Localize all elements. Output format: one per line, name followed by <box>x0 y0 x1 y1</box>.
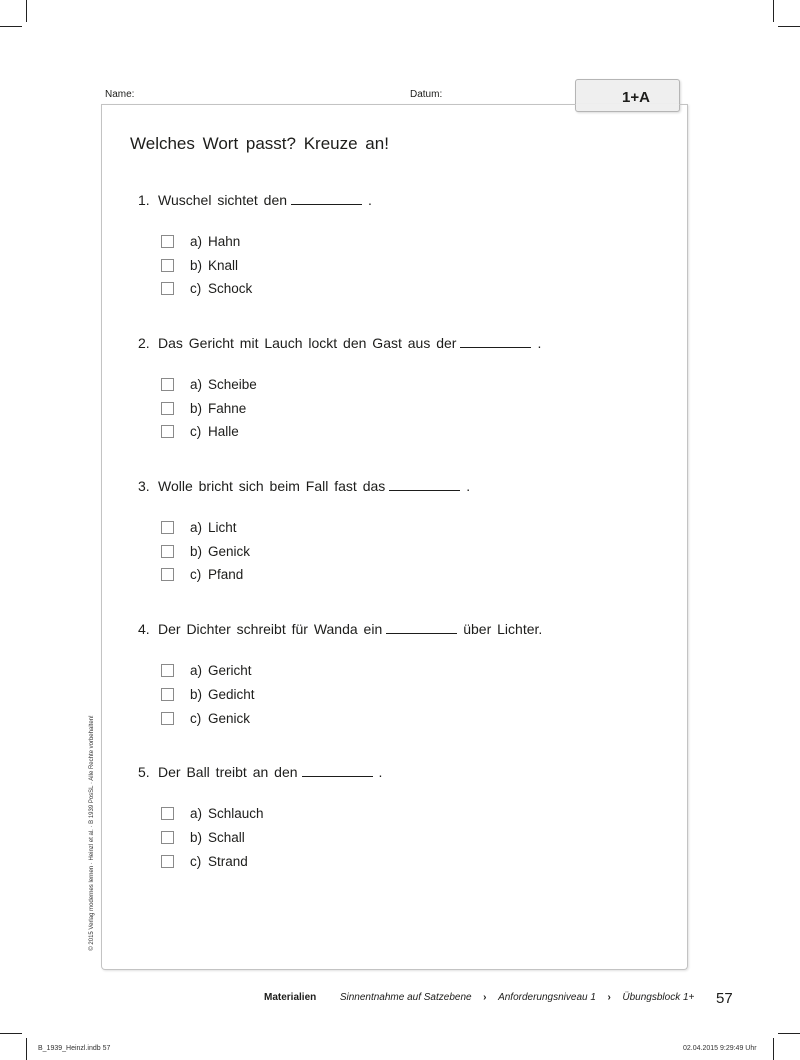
sentence-end: . <box>368 192 372 208</box>
sentence-start: Das Gericht mit Lauch lockt den Gast aus der <box>158 335 457 351</box>
footer-breadcrumb <box>264 992 694 1003</box>
checkbox[interactable] <box>161 855 174 868</box>
question-number: 4. <box>138 621 150 637</box>
task-heading: Welches Wort passt? Kreuze an! <box>130 134 389 153</box>
checkbox[interactable] <box>161 235 174 248</box>
question-text <box>158 478 470 494</box>
option-row <box>0 258 800 276</box>
option-word: Schlauch <box>208 806 264 821</box>
option-letter: c) <box>190 567 202 582</box>
sentence-start: Der Ball treibt an den <box>158 764 298 780</box>
checkbox[interactable] <box>161 664 174 677</box>
checkbox[interactable] <box>161 521 174 534</box>
option-word: Fahne <box>208 401 247 416</box>
option-letter: b) <box>190 830 203 845</box>
question-number: 2. <box>138 335 150 351</box>
page-number: 57 <box>716 990 733 1007</box>
option-letter: b) <box>190 258 203 273</box>
crop-mark <box>0 1033 22 1034</box>
option-word: Halle <box>208 424 239 439</box>
checkbox[interactable] <box>161 259 174 272</box>
option-row <box>0 830 800 848</box>
question-text <box>158 764 382 780</box>
option-row <box>0 567 800 585</box>
footer-materialien: Materialien <box>264 992 317 1003</box>
answer-blank <box>291 192 362 205</box>
option-letter: c) <box>190 854 202 869</box>
option-row <box>0 663 800 681</box>
date-label: Datum: <box>410 89 443 100</box>
checkbox[interactable] <box>161 568 174 581</box>
checkbox[interactable] <box>161 545 174 558</box>
option-row <box>0 424 800 442</box>
slug-filename: B_1939_Heinzl.indb 57 <box>38 1045 111 1052</box>
checkbox[interactable] <box>161 282 174 295</box>
option-word: Licht <box>208 520 237 535</box>
checkbox[interactable] <box>161 831 174 844</box>
option-word: Gedicht <box>208 687 255 702</box>
crop-mark <box>773 1038 774 1060</box>
sentence-end: . <box>537 335 542 351</box>
slug-timestamp: 02.04.2015 9:29:49 Uhr <box>683 1045 757 1052</box>
option-letter: a) <box>190 520 203 535</box>
option-word: Gericht <box>208 663 252 678</box>
question-text <box>158 621 542 637</box>
option-row <box>0 806 800 824</box>
name-label: Name: <box>105 89 135 100</box>
sentence-start: Wolle bricht sich beim Fall fast das <box>158 478 386 494</box>
question-2 <box>0 335 800 355</box>
option-word: Scheibe <box>208 377 257 392</box>
option-letter: a) <box>190 806 203 821</box>
checkbox[interactable] <box>161 378 174 391</box>
checkbox[interactable] <box>161 402 174 415</box>
option-letter: c) <box>190 711 202 726</box>
option-word: Hahn <box>208 234 241 249</box>
checkbox[interactable] <box>161 688 174 701</box>
sentence-start: Der Dichter schreibt für Wanda ein <box>158 621 383 637</box>
option-letter: a) <box>190 663 203 678</box>
checkbox[interactable] <box>161 425 174 438</box>
question-number: 3. <box>138 478 150 494</box>
option-letter: a) <box>190 234 203 249</box>
crop-mark <box>778 26 800 27</box>
option-row <box>0 544 800 562</box>
crop-mark <box>778 1033 800 1034</box>
option-word: Schall <box>208 830 245 845</box>
option-letter: b) <box>190 544 203 559</box>
option-row <box>0 281 800 299</box>
option-row <box>0 401 800 419</box>
footer-crumb-3: Übungsblock 1+ <box>622 992 695 1003</box>
option-letter: c) <box>190 424 202 439</box>
option-row <box>0 687 800 705</box>
option-row <box>0 854 800 872</box>
option-letter: c) <box>190 281 202 296</box>
option-word: Knall <box>208 258 239 273</box>
question-3 <box>0 478 800 498</box>
question-5 <box>0 764 800 784</box>
option-letter: b) <box>190 401 203 416</box>
question-text <box>158 192 372 208</box>
crop-mark <box>26 1038 27 1060</box>
option-row <box>0 520 800 538</box>
answer-blank <box>389 478 460 491</box>
crop-mark <box>26 0 27 22</box>
checkbox[interactable] <box>161 712 174 725</box>
level-tab-label: 1+A <box>622 89 650 106</box>
footer-crumb-1: Sinnentnahme auf Satzebene <box>339 992 472 1003</box>
option-word: Genick <box>208 544 251 559</box>
answer-blank <box>460 335 531 348</box>
answer-blank <box>302 764 373 777</box>
option-word: Schock <box>208 281 253 296</box>
answer-blank <box>386 621 457 634</box>
option-row <box>0 234 800 252</box>
sentence-start: Wuschel sichtet den <box>158 192 288 208</box>
option-row <box>0 377 800 395</box>
option-word: Strand <box>208 854 248 869</box>
option-word: Genick <box>208 711 251 726</box>
question-number: 1. <box>138 192 150 208</box>
question-text <box>158 335 541 351</box>
footer-separator: › <box>483 992 487 1003</box>
footer-crumb-2: Anforderungsniveau 1 <box>498 992 596 1003</box>
crop-mark <box>0 26 22 27</box>
option-letter: b) <box>190 687 203 702</box>
option-word: Pfand <box>208 567 244 582</box>
footer-separator: › <box>607 992 611 1003</box>
option-row <box>0 711 800 729</box>
question-4 <box>0 621 800 641</box>
option-letter: a) <box>190 377 203 392</box>
sentence-end: . <box>466 478 471 494</box>
sentence-end: über Lichter. <box>463 621 543 637</box>
copyright-text: © 2015 Verlag modernes lernen · Heinzl et al. · B 1939 PosSL · Alle Rechte vorbehalten! <box>89 715 95 951</box>
question-number: 5. <box>138 764 150 780</box>
sentence-end: . <box>378 764 383 780</box>
checkbox[interactable] <box>161 807 174 820</box>
crop-mark <box>773 0 774 22</box>
question-1 <box>0 192 800 212</box>
